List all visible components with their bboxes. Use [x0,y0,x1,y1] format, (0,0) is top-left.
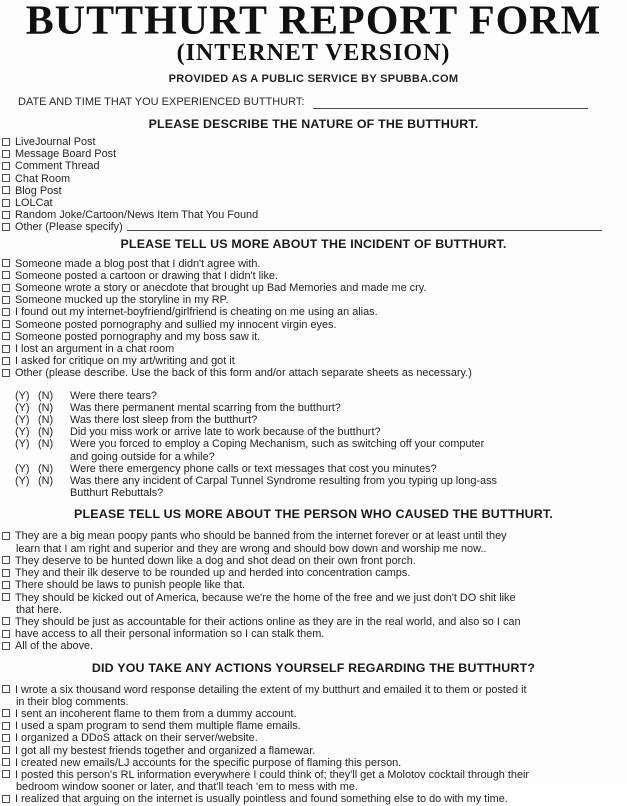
checkbox[interactable] [2,795,10,803]
question-label: Did you miss work or arrive late to work because of the butthurt? [70,426,381,439]
checklist-item [0,148,627,160]
option-yes[interactable]: (Y) [15,475,30,488]
item-label: I sent an incoherent flame to them from a dummy account. [15,707,297,720]
option-no[interactable]: (N) [38,414,54,427]
checkbox[interactable] [2,734,10,742]
checklist-item [0,684,627,696]
option-yes[interactable]: (Y) [15,401,30,414]
checklist-item [0,530,627,542]
section-heading-actions: DID YOU TAKE ANY ACTIONS YOURSELF REGARDING THE BUTTHURT? [91,660,536,675]
question-continuation: and going outside for a while? [70,450,215,463]
checkbox[interactable] [2,284,10,292]
checkbox[interactable] [2,369,10,377]
item-label: Random Joke/Cartoon/News Item That You Found [15,209,259,222]
checklist-item [0,160,627,172]
question-label: Were you forced to employ a Coping Mechanism, such as switching off your computer [70,438,485,451]
item-continuation: learn that I am right and superior and they are wrong and should bow down and worship me now.. [16,542,487,555]
checkbox[interactable] [2,332,10,340]
yes-no-question [0,463,627,475]
other-specify-input-line[interactable] [127,221,602,231]
checkbox[interactable] [2,345,10,353]
checkbox[interactable] [2,617,10,625]
option-no[interactable]: (N) [38,438,54,451]
question-label: Was there any incident of Carpal Tunnel Syndrome resulting from you typing up long-ass [70,475,497,488]
checklist-item [0,185,627,197]
item-label: LOLCat [15,197,53,210]
item-label: They are a big mean poopy pants who should be banned from the internet forever or at least until they [15,530,507,543]
item-label: Someone wrote a story or anecdote that brought up Bad Memories and made me cry. [15,282,427,295]
question-continuation: Butthurt Rebuttals? [70,487,164,500]
item-label: Blog Post [15,184,62,197]
item-label: I realized that arguing on the internet is usually pointless and found something else to do with my time. [15,793,508,806]
form-title: BUTTHURT REPORT FORM [25,0,602,44]
item-label: I organized a DDoS attack on their server/website. [15,732,258,745]
item-label: I used a spam program to send them multiple flame emails. [15,720,301,733]
provided-by-line: PROVIDED AS A PUBLIC SERVICE BY SPUBBA.COM [168,73,459,85]
item-label: I posted this person's RL information everywhere I could think of; they'll get a Molotov cocktail through their [15,768,530,781]
option-no[interactable]: (N) [38,426,54,439]
checklist-item [0,270,627,282]
checkbox[interactable] [2,581,10,589]
checkbox[interactable] [2,357,10,365]
checkbox[interactable] [2,223,10,231]
item-label: They should be just as accountable for their actions online as they are in the real world, and also so I can [15,615,521,628]
item-label: Chat Room [15,172,71,185]
yes-no-question [0,475,627,487]
item-label: Other (please describe. Use the back of this form and/or attach separate sheets as necessary.) [15,367,472,380]
date-time-input-line[interactable] [313,97,588,109]
checklist-item [0,640,627,652]
checkbox[interactable] [2,770,10,778]
item-label: I lost an argument in a chat room [15,343,175,356]
checklist-item [0,294,627,306]
checkbox[interactable] [2,722,10,730]
checklist-item [0,343,627,355]
checklist-item [0,732,627,744]
checkbox[interactable] [2,532,10,540]
checklist-item [0,367,627,379]
checklist-item [0,258,627,270]
option-no[interactable]: (N) [38,389,54,402]
item-label: I got all my bestest friends together and organized a flamewar. [15,744,316,757]
checkbox[interactable] [2,569,10,577]
checkbox[interactable] [2,174,10,182]
item-continuation: that here. [16,603,63,616]
checkbox[interactable] [2,709,10,717]
item-label: I wrote a six thousand word response detailing the extent of my butthurt and emailed it to them or posted it [15,683,527,696]
checklist-item [0,708,627,720]
question-label: Were there tears? [70,389,157,402]
option-no[interactable]: (N) [38,462,54,475]
checkbox[interactable] [2,685,10,693]
checkbox[interactable] [2,150,10,158]
checklist-item [0,567,627,579]
item-continuation: bedroom window sooner or later, and that'll teach 'em to mess with me. [16,781,358,794]
checklist-item [0,757,627,769]
section-heading-person: PLEASE TELL US MORE ABOUT THE PERSON WHO CAUSED THE BUTTHURT. [74,507,553,522]
checkbox[interactable] [2,186,10,194]
item-label: I found out my internet-boyfriend/girlfriend is cheating on me using an alias. [15,306,378,319]
checklist-item [0,745,627,757]
section-heading-nature: PLEASE DESCRIBE THE NATURE OF THE BUTTHURT. [148,117,479,131]
option-yes[interactable]: (Y) [15,426,30,439]
item-label: Comment Thread [15,160,100,173]
checklist-item [0,209,627,221]
yes-no-question [0,390,627,402]
checkbox[interactable] [2,593,10,601]
checkbox[interactable] [2,162,10,170]
item-label: Message Board Post [15,148,117,161]
checkbox[interactable] [2,271,10,279]
yes-no-question [0,402,627,414]
option-yes[interactable]: (Y) [15,389,30,402]
checklist-item [0,769,627,781]
date-time-row [18,96,588,109]
question-label: Were there emergency phone calls or text messages that cost you minutes? [70,462,437,475]
yes-no-question [0,438,627,450]
checklist-item [0,579,627,591]
option-yes[interactable]: (Y) [15,414,30,427]
checkbox[interactable] [2,138,10,146]
checkbox[interactable] [2,296,10,304]
item-label: have access to all their personal information so I can stalk them. [15,628,325,641]
checklist-item [0,555,627,567]
item-label: I created new emails/LJ accounts for the specific purpose of flaming this person. [15,756,402,769]
item-label: They and their ilk deserve to be rounded up and herded into concentration camps. [15,567,411,580]
checkbox[interactable] [2,556,10,564]
checklist-item [0,331,627,343]
question-label: Was there permanent mental scarring from the butthurt? [70,401,341,414]
item-label: Someone posted a cartoon or drawing that I didn't like. [15,269,279,282]
item-label: Other (Please specify) [15,221,123,234]
checkbox[interactable] [2,746,10,754]
item-label: They should be kicked out of America, because we're the home of the free and we just don't DO shit like [15,591,516,604]
checklist-item [0,197,627,209]
checklist-item-other [0,221,627,233]
item-label: I asked for critique on my art/writing and got it [15,355,235,368]
checklist-item [0,720,627,732]
item-label: Someone posted pornography and my boss saw it. [15,330,261,343]
date-time-label: DATE AND TIME THAT YOU EXPERIENCED BUTTHURT: [18,96,305,108]
form-subtitle: (INTERNET VERSION) [176,40,451,66]
checkbox[interactable] [2,320,10,328]
checklist-item [0,616,627,628]
checklist-item [0,136,627,148]
checklist-item [0,628,627,640]
item-label: Someone posted pornography and sullied my innocent virgin eyes. [15,318,337,331]
item-continuation: in their blog comments. [16,695,129,708]
checklist-item [0,793,627,805]
yes-no-question [0,414,627,426]
checkbox[interactable] [2,630,10,638]
item-label: There should be laws to punish people like that. [15,579,246,592]
checklist-item [0,355,627,367]
option-no[interactable]: (N) [38,401,54,414]
checklist-item [0,173,627,185]
checkbox[interactable] [2,758,10,766]
question-label: Was there lost sleep from the butthurt? [70,414,258,427]
checklist-item [0,592,627,604]
item-label: They deserve to be hunted down like a dog and shot dead on their own front porch. [15,554,416,567]
checkbox[interactable] [2,642,10,650]
checkbox[interactable] [2,199,10,207]
option-yes[interactable]: (Y) [15,462,30,475]
option-yes[interactable]: (Y) [15,438,30,451]
checklist-item [0,306,627,318]
yes-no-question [0,426,627,438]
item-label: All of the above. [15,640,94,653]
yes-no-question-block [0,390,627,500]
option-no[interactable]: (N) [38,475,54,488]
checkbox[interactable] [2,308,10,316]
checklist-item [0,282,627,294]
section-heading-incident: PLEASE TELL US MORE ABOUT THE INCIDENT OF BUTTHURT. [120,236,507,251]
item-label: Someone mucked up the storyline in my RP. [15,294,229,307]
item-label: Someone made a blog post that I didn't agree with. [15,257,261,270]
checkbox[interactable] [2,211,10,219]
checklist-item [0,319,627,331]
checkbox[interactable] [2,259,10,267]
item-label: LiveJournal Post [15,136,96,148]
